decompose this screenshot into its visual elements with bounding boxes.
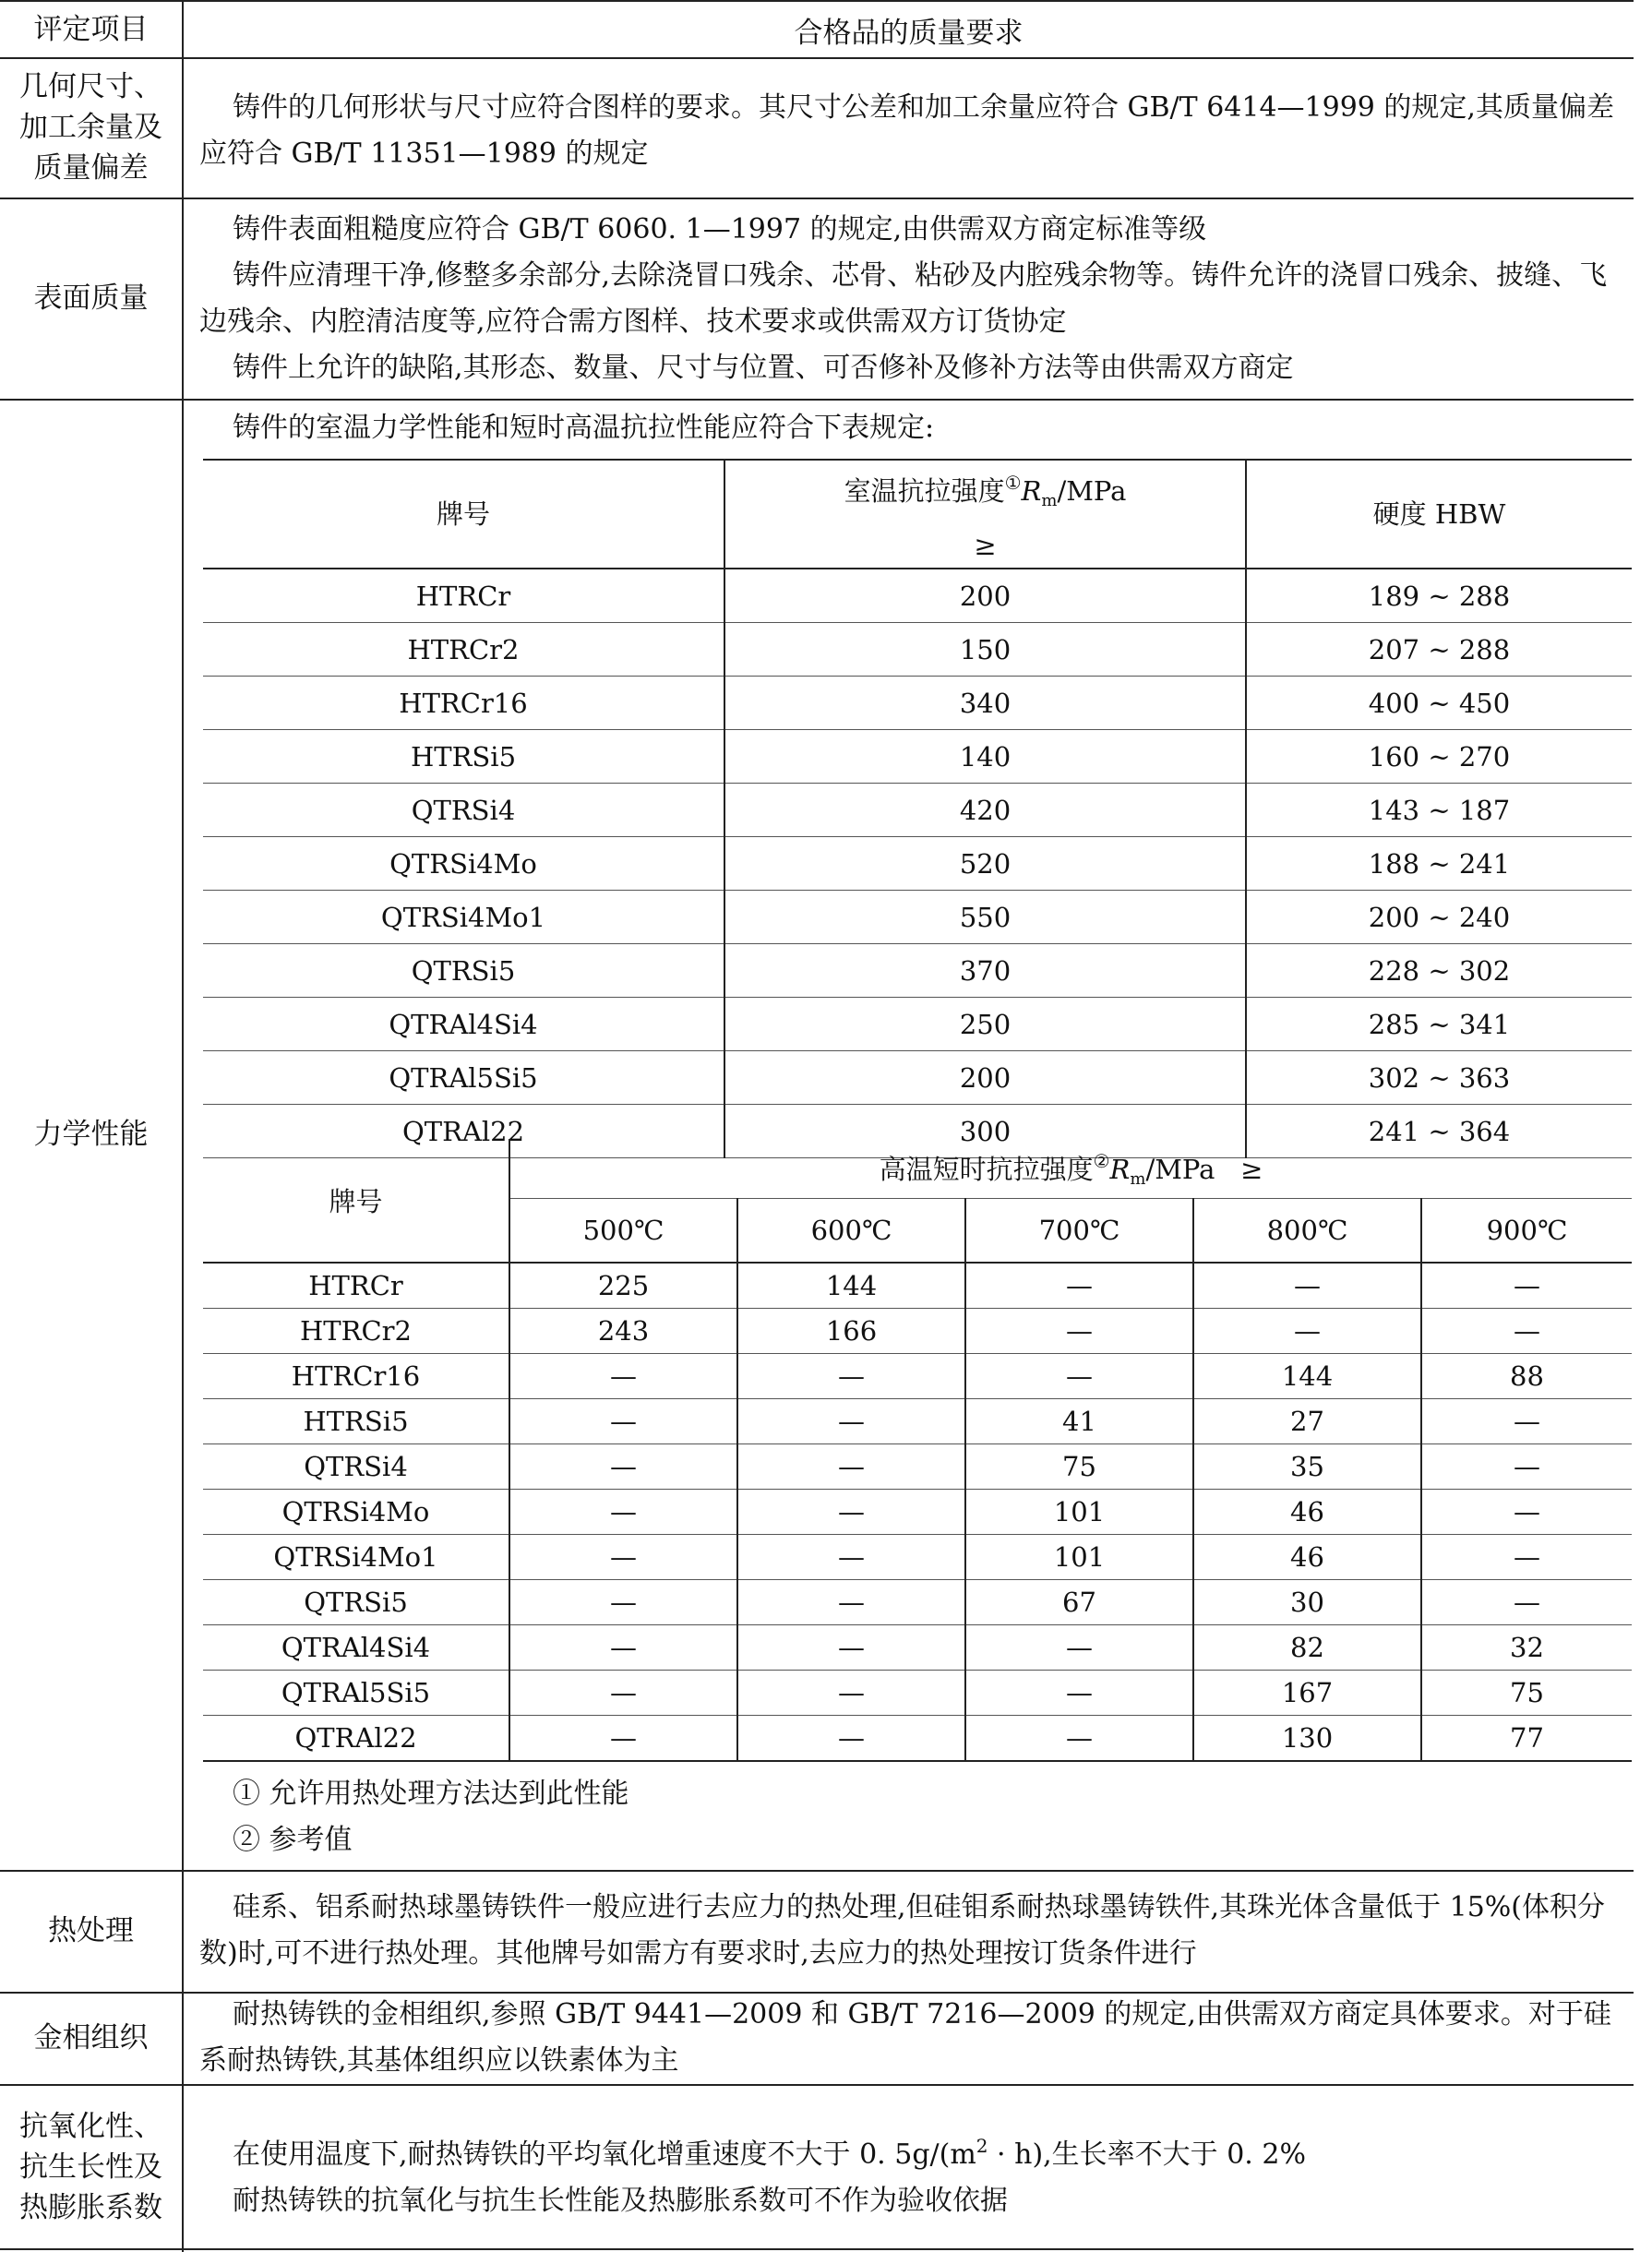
cell-value: 67: [965, 1580, 1193, 1625]
table-row: [203, 1535, 1632, 1580]
table-row: [203, 891, 1632, 944]
cell-value: 46: [1193, 1490, 1421, 1535]
cell-value: —: [965, 1309, 1193, 1354]
cell-value: 101: [965, 1490, 1193, 1535]
cell-grade: QTRAl5Si5: [203, 1051, 724, 1105]
cell-value: —: [737, 1444, 965, 1490]
temp-900: 900℃: [1421, 1199, 1632, 1264]
cell-value: —: [965, 1625, 1193, 1671]
cell-grade: QTRSi4: [203, 1444, 509, 1490]
table-row: [203, 569, 1632, 623]
cell-value: 88: [1421, 1354, 1632, 1399]
high-temp-title: 高温短时抗拉强度$^②R_m$/MPa ≥: [509, 1139, 1632, 1199]
cell-grade: QTRAl22: [203, 1105, 724, 1158]
cell-strength: 200: [724, 569, 1246, 623]
cell-value: —: [509, 1354, 737, 1399]
cell-value: 243: [509, 1309, 737, 1354]
cell-grade: QTRAl22: [203, 1716, 509, 1762]
heat-text: 硅系、铝系耐热球墨铸铁件一般应进行去应力的热处理,但硅钼系耐热球墨铸铁件,其珠光体含量低于 15%(体积分数)时,可不进行热处理。其他牌号如需方有要求时,去应力的热处理按订货条件进行: [199, 1891, 1605, 1970]
cell-grade: QTRAl5Si5: [203, 1671, 509, 1716]
cell-grade: QTRSi4Mo: [203, 837, 724, 891]
row-divider: [0, 399, 1634, 401]
cell-hardness: 189 ~ 288: [1246, 569, 1632, 623]
cell-strength: 420: [724, 784, 1246, 837]
header-requirement-col: 合格品的质量要求: [794, 16, 1024, 50]
cell-hardness: 400 ~ 450: [1246, 677, 1632, 730]
high-temp-table: [203, 1139, 1632, 1762]
table-row: [203, 837, 1632, 891]
cell-value: —: [509, 1490, 737, 1535]
cell-grade: QTRSi4Mo: [203, 1490, 509, 1535]
cell-strength: 200: [724, 1051, 1246, 1105]
cell-hardness: 188 ~ 241: [1246, 837, 1632, 891]
cell-value: 41: [965, 1399, 1193, 1444]
geometry-label: 几何尺寸、 加工余量及 质量偏差: [19, 70, 162, 185]
oxid-line-2: 耐热铸铁的抗氧化与抗生长性能及热膨胀系数可不作为验收依据: [233, 2185, 1008, 2217]
column-divider: [182, 2, 184, 2252]
table-row: [203, 1309, 1632, 1354]
cell-hardness: 241 ~ 364: [1246, 1105, 1632, 1158]
cell-hardness: 160 ~ 270: [1246, 730, 1632, 784]
cell-value: —: [509, 1535, 737, 1580]
cell-grade: QTRAl4Si4: [203, 998, 724, 1051]
cell-grade: HTRCr16: [203, 1354, 509, 1399]
oxid-text: [199, 2123, 1624, 2224]
table-row: [203, 944, 1632, 998]
cell-value: —: [509, 1716, 737, 1762]
grade-header: 牌号: [203, 1139, 509, 1263]
cell-value: —: [737, 1625, 965, 1671]
cell-value: —: [1421, 1490, 1632, 1535]
cell-value: 101: [965, 1535, 1193, 1580]
table-row: [203, 1490, 1632, 1535]
cell-hardness: 228 ~ 302: [1246, 944, 1632, 998]
cell-value: —: [1421, 1580, 1632, 1625]
cell-grade: HTRCr: [203, 569, 724, 623]
oxid-label: 抗氧化性、 抗生长性及 热膨胀系数: [19, 2110, 162, 2224]
room-temp-table: [203, 459, 1632, 1158]
table-header-row: [203, 1139, 1632, 1199]
cell-value: 27: [1193, 1399, 1421, 1444]
row-divider: [0, 57, 1634, 59]
cell-strength: 370: [724, 944, 1246, 998]
cell-value: —: [1421, 1535, 1632, 1580]
metal-text: 耐热铸铁的金相组织,参照 GB/T 9441—2009 和 GB/T 7216—2009 的规定,由供需双方商定具体要求。对于硅系耐热铸铁,其基体组织应以铁素体为主: [199, 1998, 1611, 2077]
cell-grade: QTRSi5: [203, 1580, 509, 1625]
cell-value: —: [1421, 1263, 1632, 1309]
cell-grade: QTRSi4: [203, 784, 724, 837]
table-row: [203, 1051, 1632, 1105]
cell-value: —: [965, 1671, 1193, 1716]
table-row: [203, 730, 1632, 784]
footnote-2: ② 参考值: [233, 1824, 353, 1856]
table-row: [203, 784, 1632, 837]
cell-value: —: [737, 1354, 965, 1399]
cell-hardness: 207 ~ 288: [1246, 623, 1632, 677]
cell-grade: HTRCr2: [203, 1309, 509, 1354]
mech-intro: 铸件的室温力学性能和短时高温抗拉性能应符合下表规定:: [233, 412, 935, 444]
cell-value: 144: [1193, 1354, 1421, 1399]
table-row: [203, 677, 1632, 730]
cell-value: —: [965, 1354, 1193, 1399]
geometry-text: 铸件的几何形状与尺寸应符合图样的要求。其尺寸公差和加工余量应符合 GB/T 6414—1999 的规定,其质量偏差应符合 GB/T 11351—1989 的规定: [199, 91, 1614, 170]
cell-value: —: [1193, 1309, 1421, 1354]
cell-grade: HTRCr16: [203, 677, 724, 730]
cell-value: —: [509, 1444, 737, 1490]
cell-grade: HTRCr: [203, 1263, 509, 1309]
cell-strength: 250: [724, 998, 1246, 1051]
cell-value: 75: [965, 1444, 1193, 1490]
table-row: [203, 1580, 1632, 1625]
cell-value: —: [509, 1580, 737, 1625]
table-row: [203, 623, 1632, 677]
cell-strength: 520: [724, 837, 1246, 891]
cell-value: —: [1193, 1263, 1421, 1309]
cell-value: —: [965, 1263, 1193, 1309]
cell-value: —: [737, 1399, 965, 1444]
cell-hardness: 302 ~ 363: [1246, 1051, 1632, 1105]
cell-value: —: [1421, 1399, 1632, 1444]
table-row: [203, 1263, 1632, 1309]
heat-label: 热处理: [48, 1914, 134, 1947]
cell-value: 77: [1421, 1716, 1632, 1762]
metal-label: 金相组织: [33, 2021, 149, 2054]
cell-value: —: [1421, 1444, 1632, 1490]
cell-hardness: 285 ~ 341: [1246, 998, 1632, 1051]
cell-grade: QTRSi5: [203, 944, 724, 998]
table-row: [203, 1354, 1632, 1399]
surface-text: [199, 207, 1624, 391]
cell-value: —: [509, 1671, 737, 1716]
cell-value: —: [737, 1490, 965, 1535]
strength-header: 室温抗拉强度$^①R_m$/MPa ≥: [724, 460, 1246, 569]
grade-header: 牌号: [203, 460, 724, 569]
cell-value: —: [965, 1716, 1193, 1762]
row-divider: [0, 198, 1634, 199]
hardness-header: 硬度 HBW: [1246, 460, 1632, 569]
cell-value: 32: [1421, 1625, 1632, 1671]
cell-value: 35: [1193, 1444, 1421, 1490]
cell-strength: 140: [724, 730, 1246, 784]
cell-hardness: 143 ~ 187: [1246, 784, 1632, 837]
cell-value: —: [737, 1716, 965, 1762]
cell-grade: HTRCr2: [203, 623, 724, 677]
cell-value: —: [737, 1580, 965, 1625]
cell-value: 144: [737, 1263, 965, 1309]
cell-value: 166: [737, 1309, 965, 1354]
surface-label: 表面质量: [33, 282, 149, 315]
cell-grade: HTRSi5: [203, 730, 724, 784]
cell-value: —: [1421, 1309, 1632, 1354]
surface-paragraph: 铸件表面粗糙度应符合 GB/T 6060. 1—1997 的规定,由供需双方商定标准等级: [233, 213, 1207, 246]
oxid-line-1: 在使用温度下,耐热铸铁的平均氧化增重速度不大于 0. $5g/(m^2 \cdot h)$,生长率不大于 0. 2%: [233, 2135, 1306, 2171]
cell-value: —: [509, 1625, 737, 1671]
cell-strength: 340: [724, 677, 1246, 730]
table-row: [203, 1625, 1632, 1671]
cell-value: 82: [1193, 1625, 1421, 1671]
cell-value: 46: [1193, 1535, 1421, 1580]
table-row: [203, 998, 1632, 1051]
cell-value: 130: [1193, 1716, 1421, 1762]
cell-value: —: [737, 1671, 965, 1716]
temp-600: 600℃: [737, 1199, 965, 1264]
cell-grade: HTRSi5: [203, 1399, 509, 1444]
row-divider: [0, 2084, 1634, 2086]
cell-value: 225: [509, 1263, 737, 1309]
row-divider: [0, 1870, 1634, 1872]
table-header-row: [203, 460, 1632, 569]
temp-800: 800℃: [1193, 1199, 1421, 1264]
cell-value: —: [509, 1399, 737, 1444]
footnote-1: ① 允许用热处理方法达到此性能: [233, 1778, 629, 1810]
temp-500: 500℃: [509, 1199, 737, 1264]
cell-hardness: 200 ~ 240: [1246, 891, 1632, 944]
table-row: [203, 1716, 1632, 1762]
cell-strength: 550: [724, 891, 1246, 944]
cell-strength: 150: [724, 623, 1246, 677]
cell-value: 30: [1193, 1580, 1421, 1625]
table-row: [203, 1399, 1632, 1444]
cell-value: 75: [1421, 1671, 1632, 1716]
cell-grade: QTRAl4Si4: [203, 1625, 509, 1671]
temp-700: 700℃: [965, 1199, 1193, 1264]
mech-label: 力学性能: [33, 1118, 149, 1151]
cell-strength: 300: [724, 1105, 1246, 1158]
cell-value: —: [737, 1535, 965, 1580]
cell-grade: QTRSi4Mo1: [203, 891, 724, 944]
surface-paragraph: 铸件应清理干净,修整多余部分,去除浇冒口残余、芯骨、粘砂及内腔残余物等。铸件允许的浇冒口残余、披缝、飞边残余、内腔清洁度等,应符合需方图样、技术要求或供需双方订货协定: [199, 259, 1608, 338]
surface-paragraph: 铸件上允许的缺陷,其形态、数量、尺寸与位置、可否修补及修补方法等由供需双方商定: [233, 352, 1294, 384]
table-row: [203, 1671, 1632, 1716]
header-item-col: 评定项目: [33, 13, 149, 46]
cell-value: 167: [1193, 1671, 1421, 1716]
table-row: [203, 1444, 1632, 1490]
cell-grade: QTRSi4Mo1: [203, 1535, 509, 1580]
